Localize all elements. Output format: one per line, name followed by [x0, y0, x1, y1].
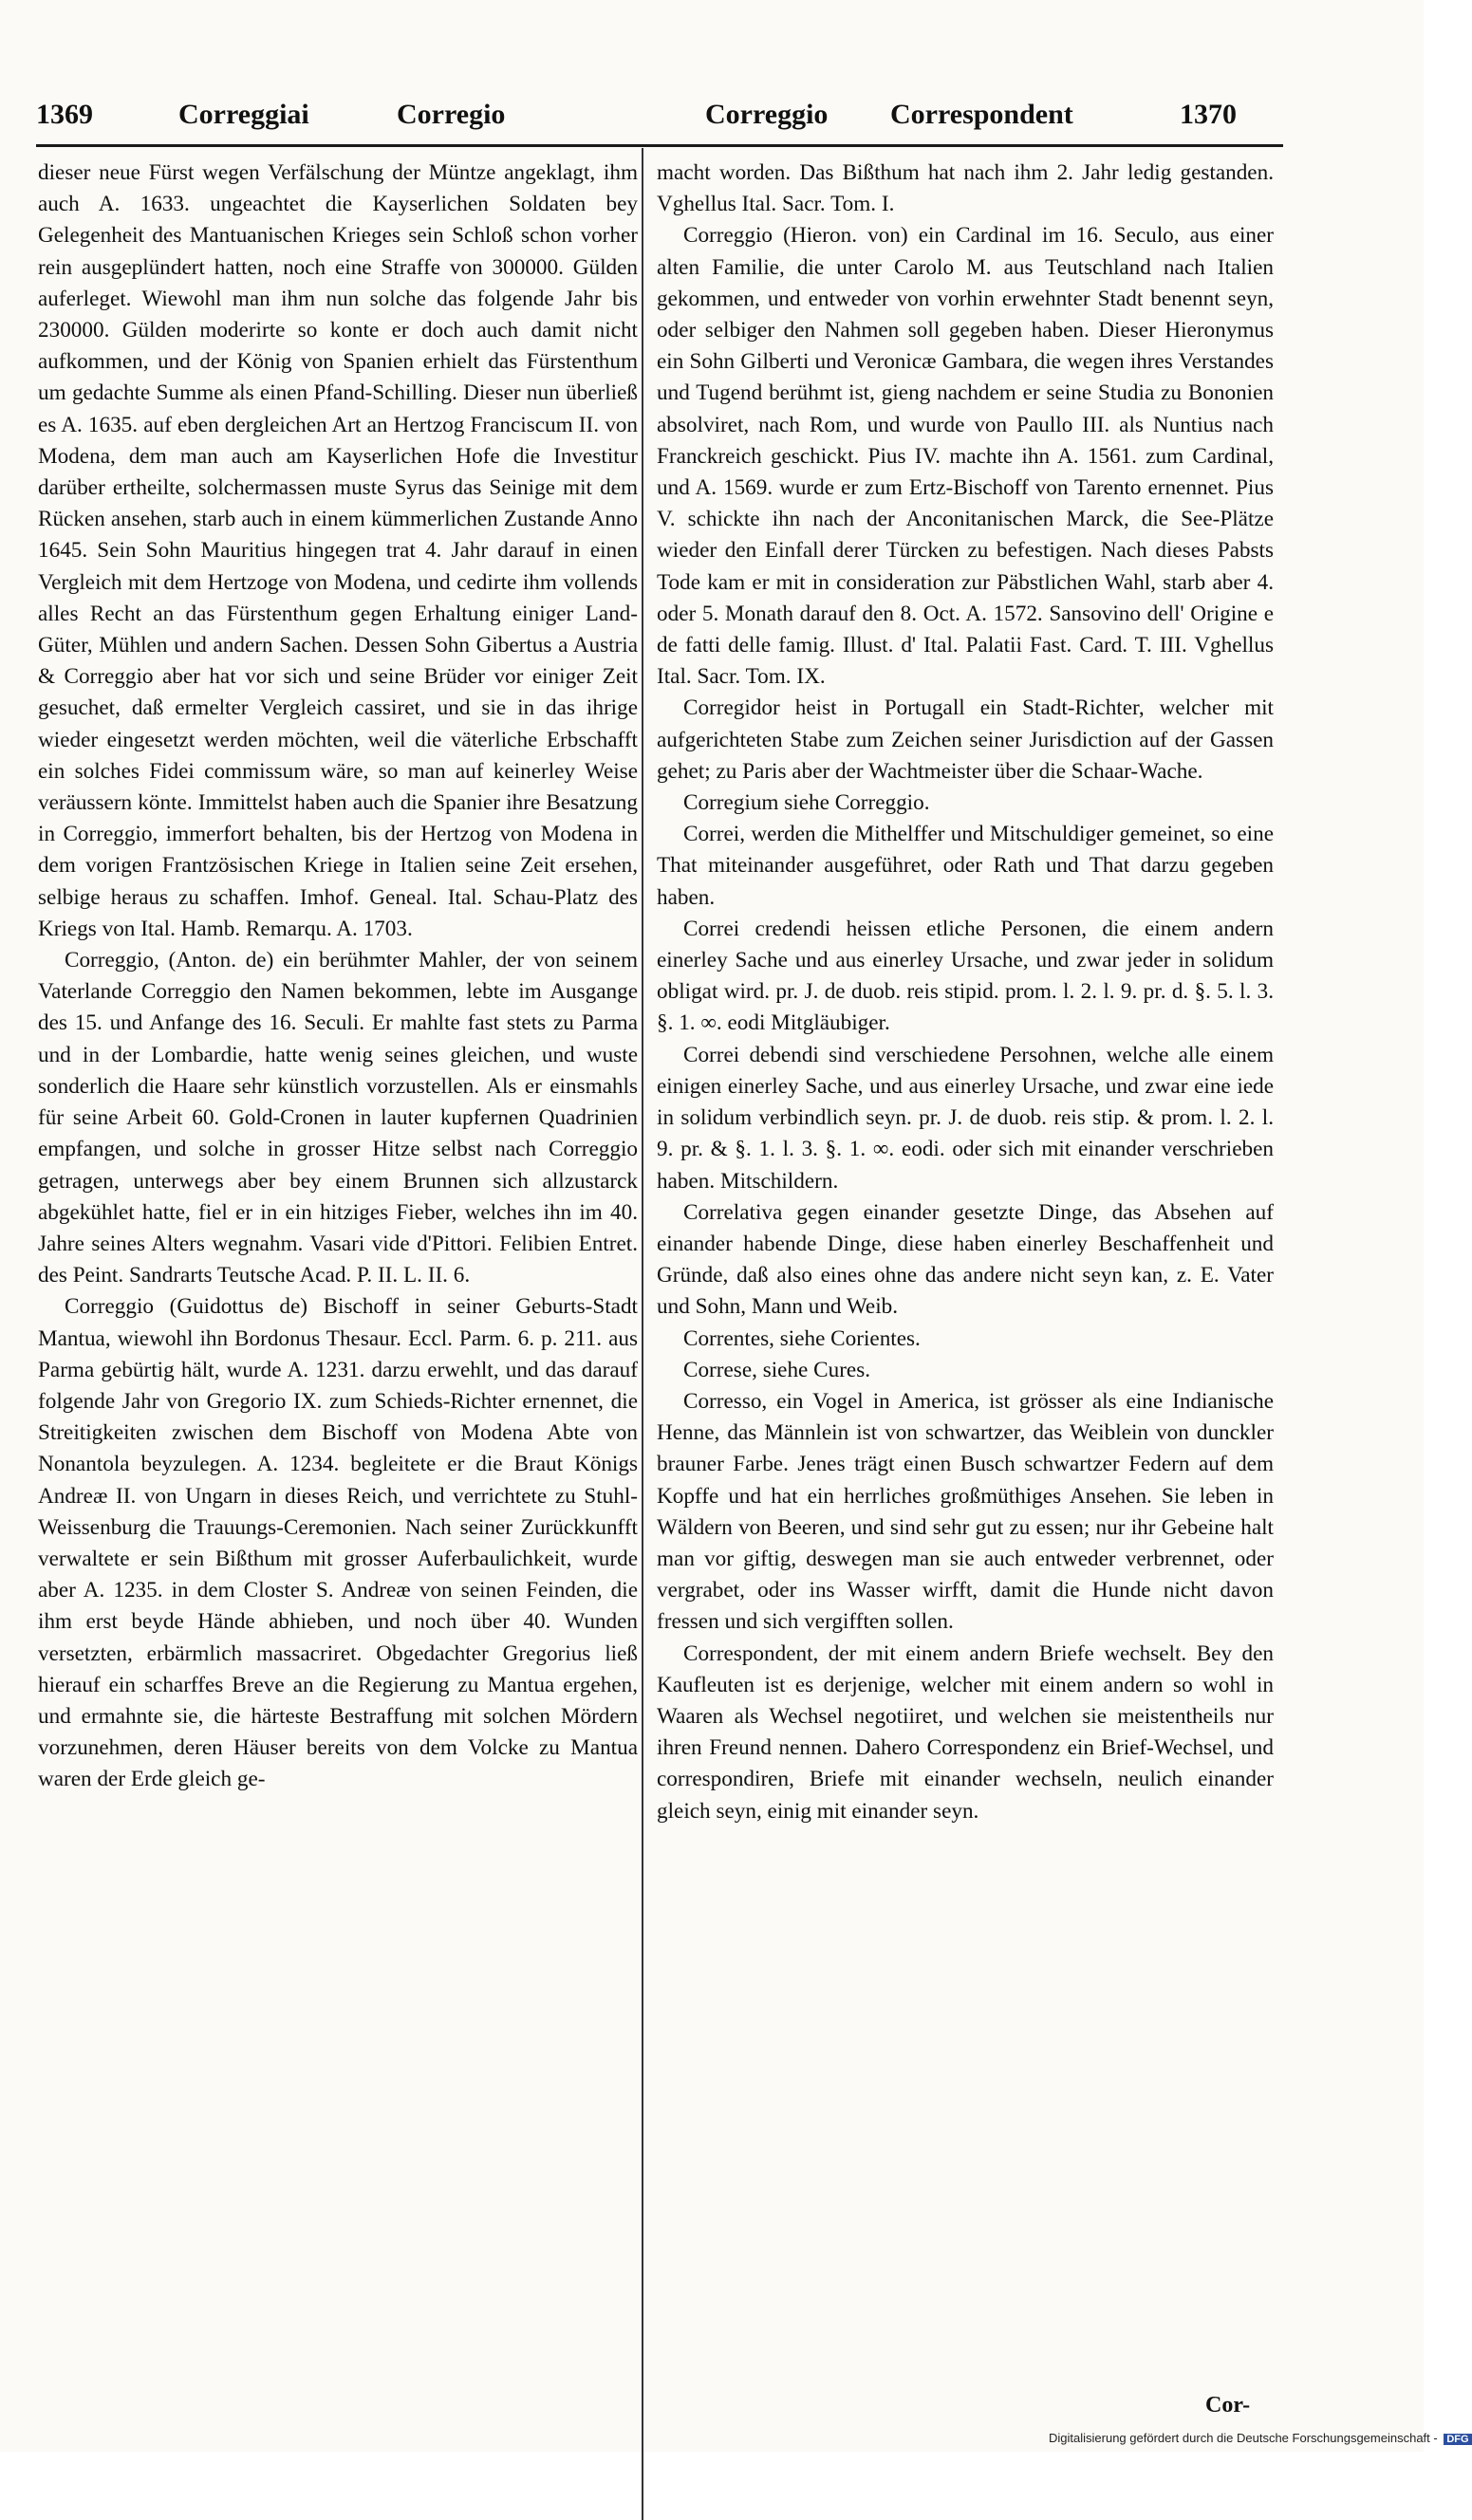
catchword: Cor-	[1205, 2393, 1251, 2418]
left-entry-continuation: dieser neue Fürst wegen Verfälschung der Müntze angeklagt, ihm auch A. 1633. ungeachtet die Kayserlichen Soldaten bey Gelegenheit des Mantuanischen Krieges sein Schloß schon vorher rein ausgeplündert hatten, noch eine Straffe von 300000. Gülden auferleget. Wiewohl man ihm nun solche das folgende Jahr bis 230000. Gülden moderirte so konte er doch auch damit nicht aufkommen, und der König von Spanien erhielt das Fürstenthum um gedachte Summe als einen Pfand-Schilling. Dieser nun überließ es A. 1635. auf eben dergleichen Art an Hertzog Franciscum II. von Modena, dem man auch am Kayserlichen Hofe die Investitur darüber ertheilte, solchermassen muste Syrus das Seinige mit dem Rücken ansehen, starb auch in einem kümmerlichen Zustande Anno 1645. Sein Sohn Mauritius hingegen trat 4. Jahr darauf in einen Vergleich mit dem Hertzoge von Modena, und cedirte ihm vollends alles Recht an das Fürstenthum gegen Erhaltung einiger Land-Güter, Mühlen und andern Sachen. Dessen Sohn Gibertus a Austria & Correggio aber hat vor sich und seine Brüder vor einiger Zeit gesuchet, daß ermelter Vergleich cassiret, und sie in das ihrige wieder eingesetzt werden möchten, weil die väterliche Erbschafft ein solches Fidei commissum wäre, so man auf keinerley Weise veräussern könte. Immittelst haben auch die Spanier ihre Besatzung in Correggio, immerfort behalten, bis der Hertzog von Modena in dem vorigen Frantzösischen Kriege in Italien seine Zeit ersehen, selbige heraus zu schaffen. Imhof. Geneal. Ital. Schau-Platz des Kriegs von Ital. Hamb. Remarqu. A. 1703.	[38, 160, 638, 941]
header-rule	[36, 144, 1283, 147]
footer-text: Digitalisierung gefördert durch die Deutsche Forschungsgemeinschaft -	[1049, 2431, 1438, 2445]
right-entry-correse: Correse, siehe Cures.	[683, 1357, 871, 1382]
right-entry-corregium: Corregium siehe Correggio.	[683, 790, 930, 816]
right-entry-corregidor: Corregidor heist in Portugall ein Stadt-Richter, welcher mit aufgerichteten Stabe zum Zeichen seiner Jurisdiction auf der Gassen gehet; zu Paris aber der Wachtmeister über die Schaar-Wache.	[657, 695, 1274, 784]
right-entry-correlativa: Correlativa gegen einander gesetzte Dinge, das Absehen auf einander habende Dinge, diese haben einerley Beschaffenheit und Gründe, daß also eines ohne das andere nicht seyn kan, z. E. Vater und Sohn, Mann und Weib.	[657, 1199, 1274, 1320]
right-entry-correspondent: Correspondent, der mit einem andern Briefe wechselt. Bey den Kaufleuten ist es derjenige, welcher mit einem andern so wohl in Waaren als Wechsel negotiiret, und welchen sie meistentheils nur ihren Freund nennen. Dahero Correspondenz ein Brief-Wechsel, und correspondiren, Briefe mit einander wechseln, neulich einander gleich seyn, einig mit einander seyn.	[657, 1640, 1274, 1824]
digitization-footer	[1049, 2431, 1472, 2445]
header-keyword-right-1: Correggio	[705, 99, 829, 130]
page-number-right: 1370	[1180, 99, 1237, 130]
right-column	[657, 158, 1274, 1827]
right-entry-correntes: Correntes, siehe Corientes.	[683, 1325, 921, 1351]
header-keyword-left-1: Correggiai	[178, 99, 309, 130]
right-entry-correi-debendi: Correi debendi sind verschiedene Persohnen, welche alle einem einigen einerley Sache, und aus einerley Ursache, und zwar eine iede in solidum verbindlich seyn. pr. J. de duob. reis stip. & prom. l. 2. l. 9. pr. & §. 1. l. 3. §. 1. ∞. eodi. oder sich mit einander verschrieben haben. Mitschildern.	[657, 1042, 1274, 1194]
page-header	[36, 93, 1281, 142]
right-entry-corresso: Corresso, ein Vogel in America, ist grösser als eine Indianische Henne, das Männlein ist von schwartzer, das Weiblein von dunckler brauner Farbe. Jenes trägt einen Busch schwartzer Federn auf dem Kopffe und hat ein herrliches großmüthiges Ansehen. Sie leben in Wäldern von Beeren, und sind sehr gut zu essen; nur ihr Gebeine halt man vor giftig, deswegen man sie auch entweder verbrennet, oder vergrabet, oder ins Wasser wirfft, damit die Hunde nicht davon fressen und sich vergifften sollen.	[657, 1388, 1274, 1635]
right-entry-correi-credendi: Correi credendi heissen etliche Personen, die einem andern einerley Sache und aus einerley Ursache, und zwar jeder in solidum obligat wird. pr. J. de duob. reis stipid. prom. l. 2. l. 9. pr. d. §. 5. l. 3. §. 1. ∞. eodi Mitgläubiger.	[657, 916, 1274, 1036]
right-entry-continuation: macht worden. Das Bißthum hat nach ihm 2. Jahr ledig gestanden. Vghellus Ital. Sacr. Tom. I.	[657, 160, 1274, 217]
right-entry-hieronymus-correggio: Correggio (Hieron. von) ein Cardinal im 16. Seculo, aus einer alten Familie, die unter Carolo M. aus Teutschland nach Italien gekommen, und entweder von vorhin erwehnter Stadt benennt seyn, oder selbiger den Nahmen soll gegeben haben. Dieser Hieronymus ein Sohn Gilberti und Veronicæ Gambara, die wegen ihres Verstandes und Tugend berühmt ist, gieng nachdem er seine Studia zu Bononien absolviret, nach Rom, und wurde von Paullo III. als Nuntius nach Franckreich geschickt. Pius IV. machte ihn A. 1561. zum Cardinal, und A. 1569. wurde er zum Ertz-Bischoff von Tarento ernennet. Pius V. schickte ihn nach der Anconitanischen Marck, die See-Plätze wieder den Einfall derer Türcken zu befestigen. Nach dieses Pabsts Tode kam er mit in consideration zur Päbstlichen Wahl, starb aber 4. oder 5. Monath darauf den 8. Oct. A. 1572. Sansovino dell' Origine e de fatti delle famig. Illust. d' Ital. Palatii Fast. Card. T. III. Vghellus Ital. Sacr. Tom. IX.	[657, 223, 1274, 690]
right-entry-correi: Correi, werden die Mithelffer und Mitschuldiger gemeinet, so eine That miteinander ausgeführet, oder Rath und That darzu gegeben haben.	[657, 822, 1274, 910]
header-keyword-right-2: Correspondent	[890, 99, 1073, 130]
left-entry-antonio-correggio: Correggio, (Anton. de) ein berühmter Mahler, der von seinem Vaterlande Correggio den Namen bekommen, lebte im Ausgange des 15. und Anfange des 16. Seculi. Er mahlte fast stets zu Parma und in der Lombardie, hatte wenig seines gleichen, und wuste sonderlich die Haare sehr künstlich vorzustellen. Als er einsmahls für seine Arbeit 60. Gold-Cronen in lauter kupfernen Quadrinien empfangen, und solche in grosser Hitze selbst nach Correggio getragen, unterwegs aber bey einem Brunnen sich allzustarck abgekühlet hatte, fiel er in ein hitziges Fieber, welches ihn im 40. Jahre seines Alters wegnahm. Vasari vide d'Pittori. Felibien Entret. des Peint. Sandrarts Teutsche Acad. P. II. L. II. 6.	[38, 948, 638, 1288]
column-divider	[642, 148, 643, 2520]
dfg-logo-icon: DFG	[1444, 2434, 1471, 2445]
left-entry-guidottus-correggio: Correggio (Guidottus de) Bischoff in seiner Geburts-Stadt Mantua, wiewohl ihn Bordonus Thesaur. Eccl. Parm. 6. p. 211. aus Parma gebürtig hält, wurde A. 1231. darzu erwehlt, und das darauf folgende Jahr von Gregorio IX. zum Schieds-Richter ernennet, die Streitigkeiten zwischen dem Bischoff von Modena Abte von Nonantola beyzulegen. A. 1234. begleitete er die Braut Königs Andreæ II. von Ungarn in dieses Reich, und verrichtete zu Stuhl-Weissenburg die Trauungs-Ceremonien. Nach seiner Zurückkunfft verwaltete er sein Bißthum mit grosser Auferbaulichkeit, wurde aber A. 1235. in dem Closter S. Andreæ von seinen Feinden, die ihm erst beyde Hände abhieben, und noch über 40. Wunden versetzten, erbärmlich massacriret. Obgedachter Gregorius ließ hierauf ein scharffes Breve an die Regierung zu Mantua ergehen, und ermahnte sie, die härteste Bestraffung mit solchen Mördern vorzunehmen, deren Häuser bereits von dem Volcke zu Mantua waren der Erde gleich ge-	[38, 1294, 638, 1792]
left-column	[38, 158, 638, 1796]
header-keyword-left-2: Corregio	[397, 99, 506, 130]
page-number-left: 1369	[36, 99, 93, 130]
